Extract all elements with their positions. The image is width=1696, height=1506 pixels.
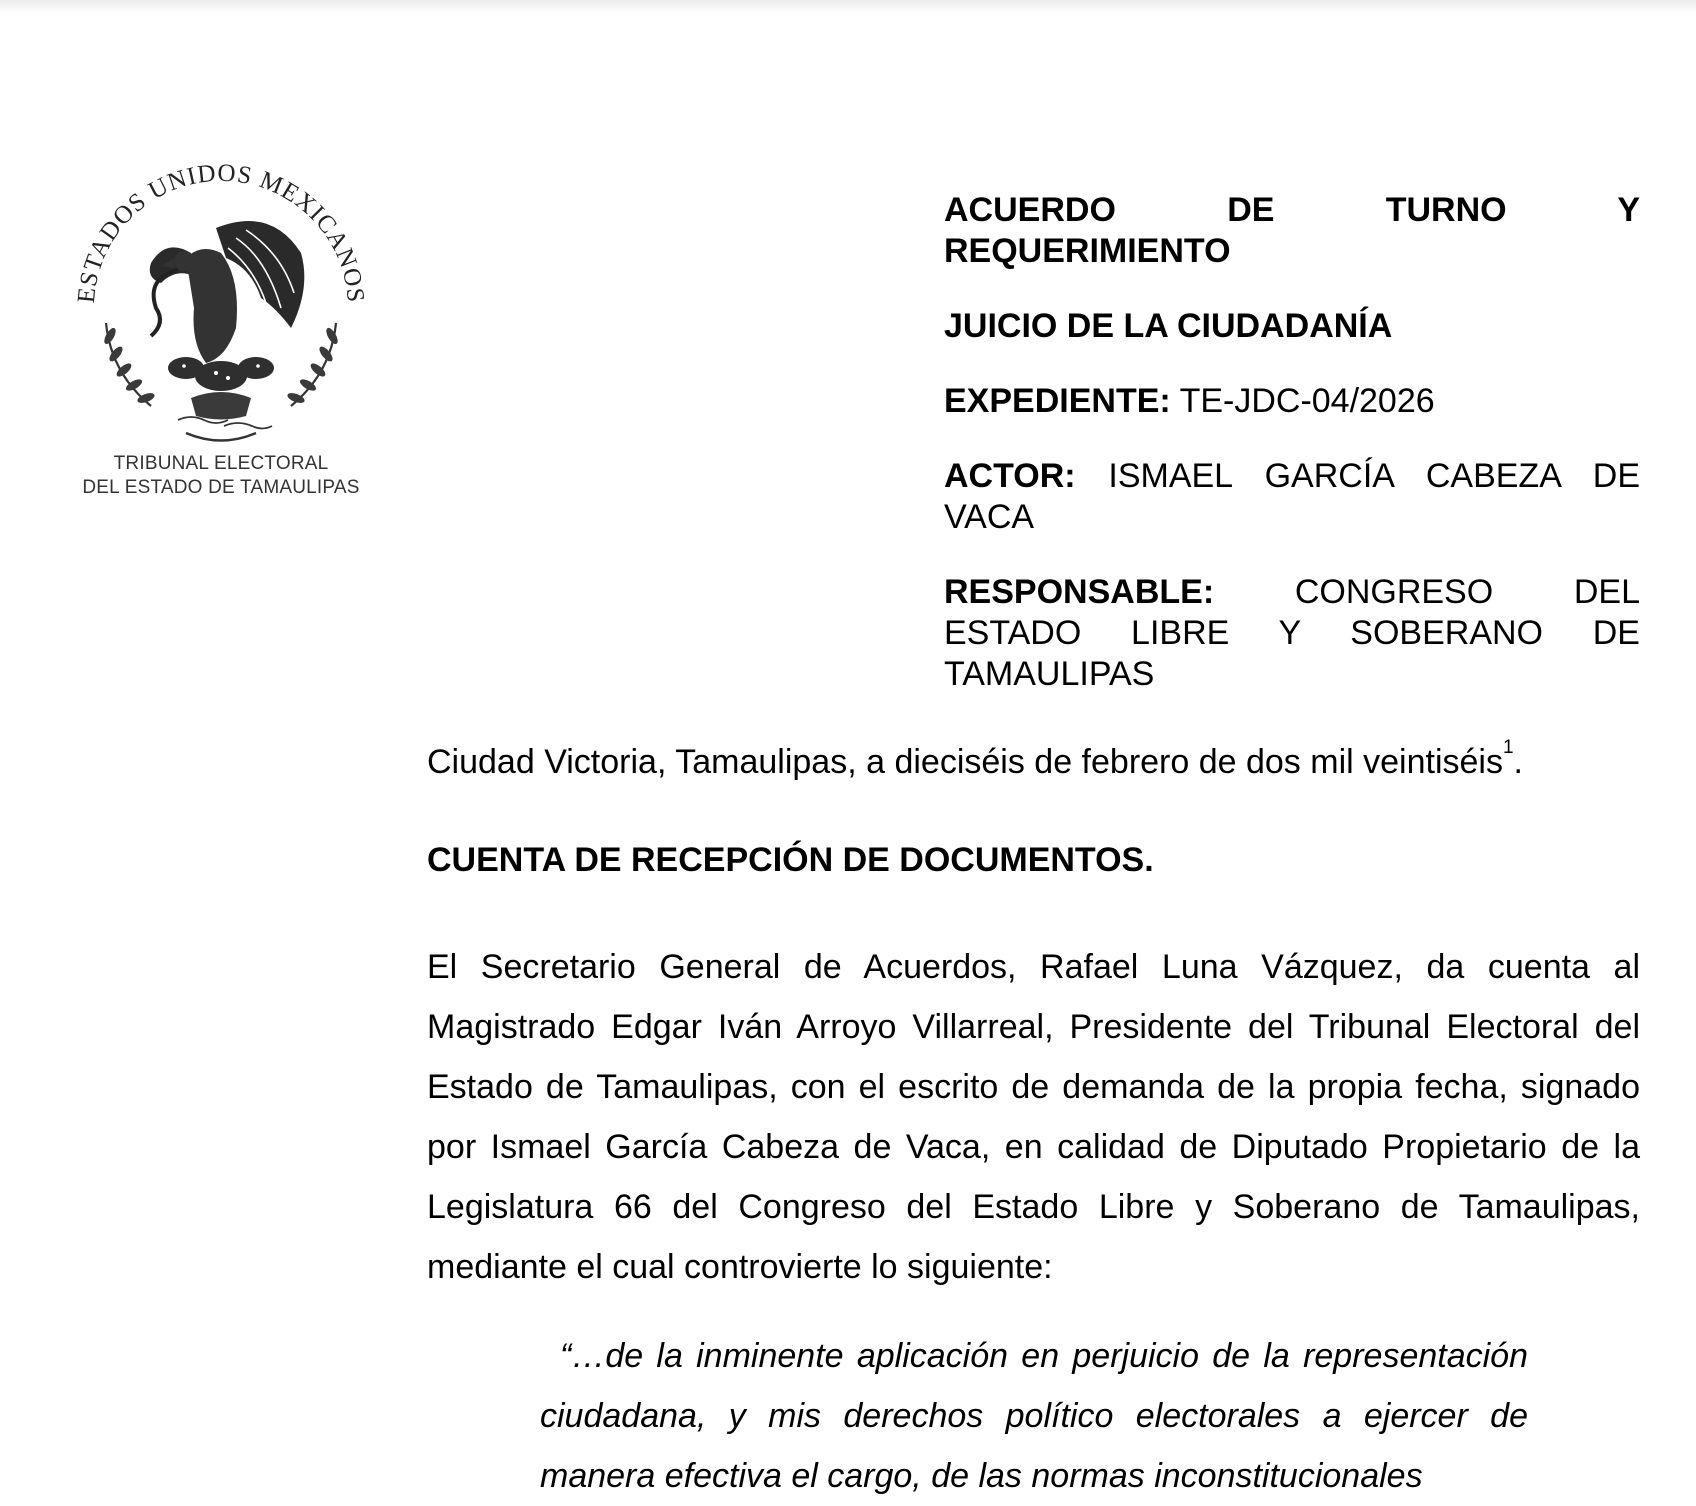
document-title-line2: REQUERIMIENTO [944, 232, 1231, 270]
case-type: JUICIO DE LA CIUDADANÍA [944, 307, 1393, 345]
actor-label: ACTOR: [944, 457, 1076, 495]
eagle-emblem-icon [66, 158, 376, 448]
title-word: DE [1227, 191, 1275, 229]
coat-of-arms-seal [66, 158, 376, 498]
document-title [944, 190, 1640, 272]
responsable-label: RESPONSABLE: [944, 573, 1215, 611]
footnote-ref[interactable]: 1 [1502, 737, 1514, 758]
actor-value: ISMAEL GARCÍA CABEZA DE VACA [944, 457, 1641, 536]
seal-arc-text: ESTADOS UNIDOS MEXICANOS [72, 159, 370, 305]
expediente-row [944, 381, 1640, 422]
expediente-value: TE-JDC-04/2026 [1179, 382, 1435, 420]
block-quote: “…de la inminente aplicación en perjuicio de la representación ciudadana, y mis derechos político electorales a ejercer de manera efectiva el cargo, de las normas inconstitucionales [540, 1337, 1528, 1495]
page-top-shadow [0, 0, 1696, 14]
tribunal-name-line2: DEL ESTADO DE TAMAULIPAS [82, 477, 360, 498]
title-word: ACUERDO [944, 191, 1116, 229]
document-title-line1 [944, 190, 1640, 231]
date-line-end: . [1513, 743, 1523, 781]
date-text: Ciudad Victoria, Tamaulipas, a dieciséis de febrero de dos mil veintiséis [427, 743, 1503, 781]
body-paragraph: El Secretario General de Acuerdos, Rafael Luna Vázquez, da cuenta al Magistrado Edgar Iván Arroyo Villarreal, Presidente del Tribunal Electoral del Estado de Tamaulipas, con el escrito de demanda de la propia fecha, signado por Ismael García Cabeza de Vaca, en calidad de Diputado Propietario de la Legislatura 66 del Congreso del Estado Libre y Soberano de Tamaulipas, mediante el cual controvierte lo siguiente: [427, 948, 1640, 1286]
title-word: Y [1617, 191, 1640, 229]
case-header [944, 190, 1640, 729]
section-heading: CUENTA DE RECEPCIÓN DE DOCUMENTOS. [427, 841, 1154, 879]
title-word: TURNO [1385, 191, 1507, 229]
expediente-label: EXPEDIENTE: [944, 382, 1171, 420]
responsable-row [944, 572, 1640, 695]
actor-row [944, 456, 1640, 538]
tribunal-name-line1: TRIBUNAL ELECTORAL [113, 453, 329, 474]
date-line [427, 737, 1640, 783]
responsable-value: CONGRESO DEL ESTADO LIBRE Y SOBERANO DE TAMAULIPAS [944, 573, 1640, 693]
